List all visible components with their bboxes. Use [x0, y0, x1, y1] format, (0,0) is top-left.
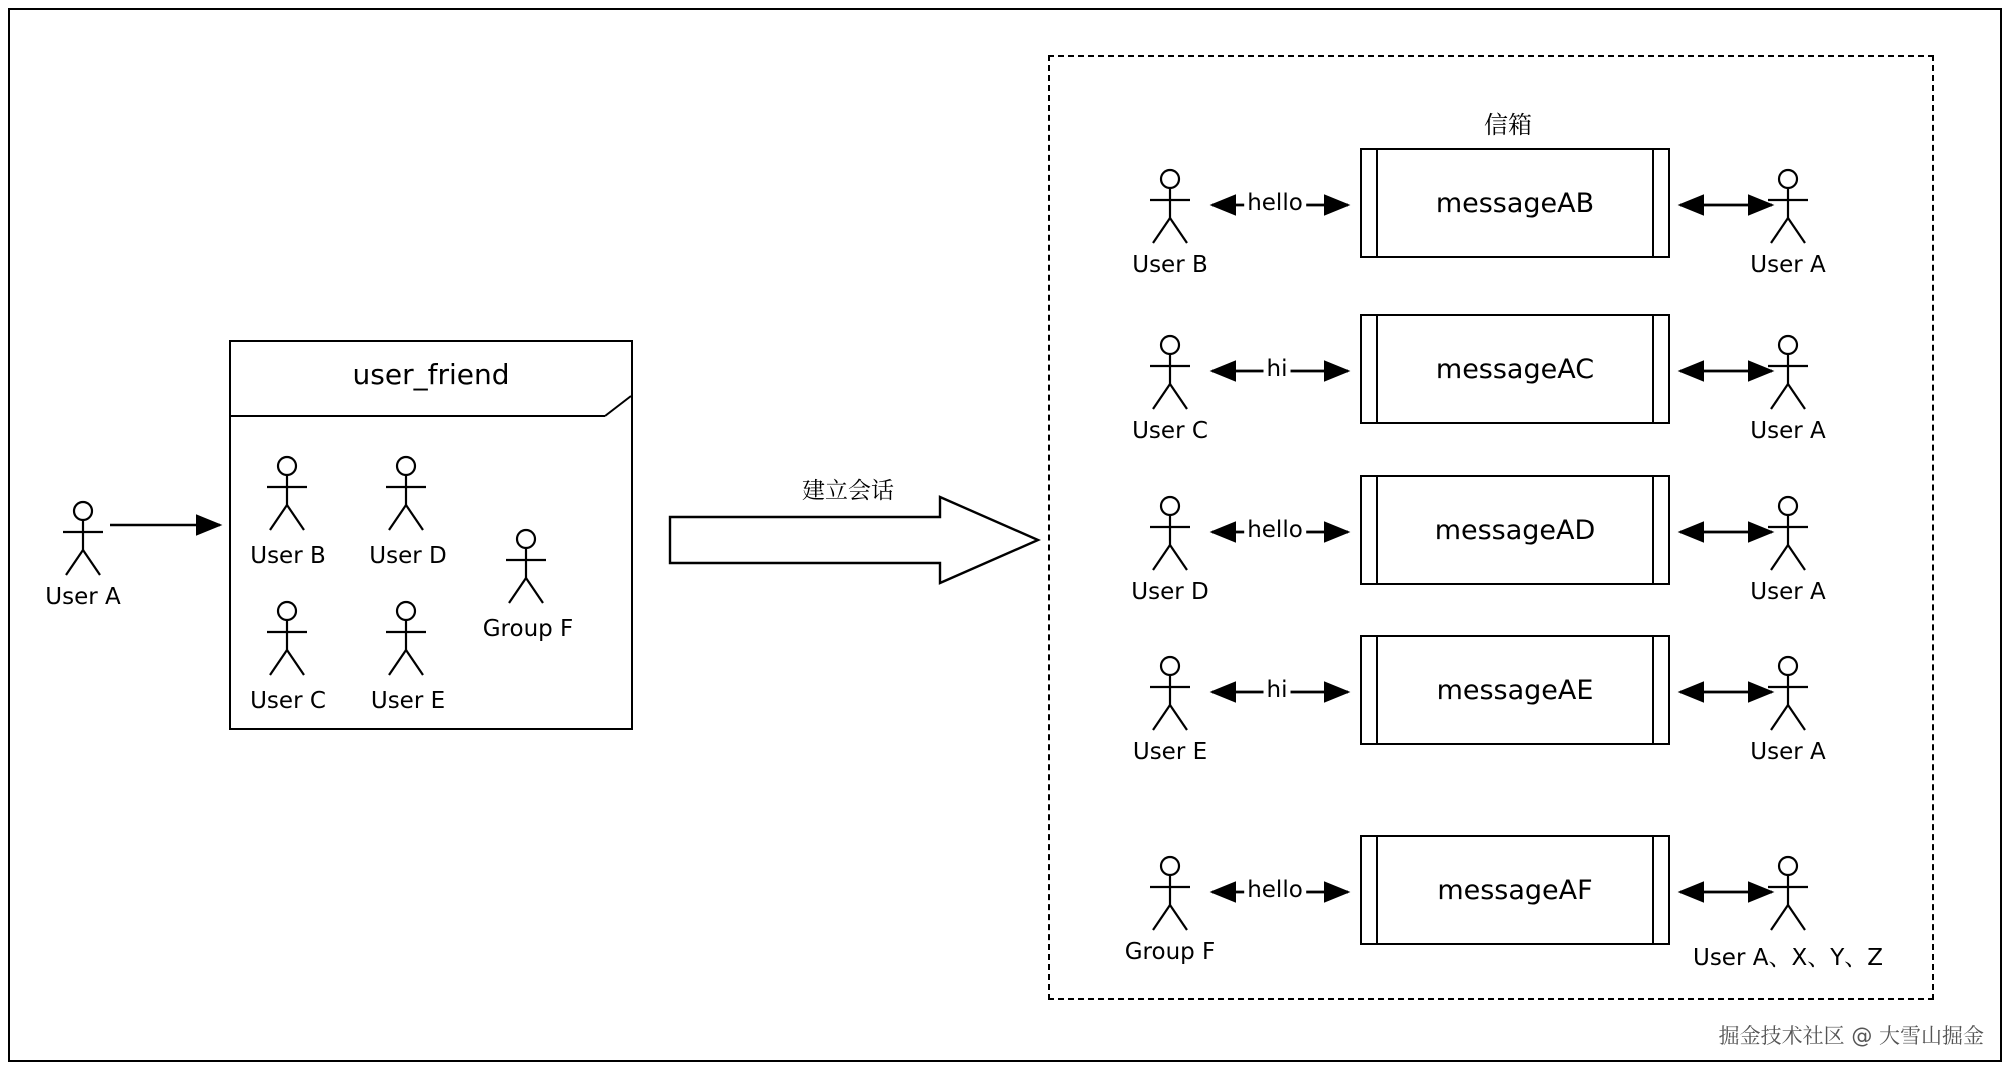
- row2-message-box-label: messageAC: [1435, 353, 1595, 385]
- actor-user-e-member-label: User E: [370, 688, 446, 714]
- arrow-user-a-to-package: [110, 510, 240, 540]
- transition-label: 建立会话: [802, 478, 894, 504]
- row2-right-actor-label: User A: [1750, 418, 1826, 444]
- row5-left-actor: [1142, 855, 1198, 935]
- actor-user-a-source: [55, 500, 111, 580]
- row2-right-actor: [1760, 334, 1816, 414]
- row5-message-box-label: messageAF: [1437, 874, 1593, 906]
- row5-message-box: [1360, 835, 1670, 945]
- row3-right-actor: [1760, 495, 1816, 575]
- row3-box-left-bar: [1376, 477, 1378, 583]
- actor-user-e-member: [378, 600, 434, 680]
- row3-box-right-bar: [1652, 477, 1654, 583]
- watermark: 掘金技术社区 @ 大雪山掘金: [1718, 1024, 1984, 1048]
- row4-right-actor-label: User A: [1750, 739, 1826, 765]
- row5-box-right-bar: [1652, 837, 1654, 943]
- row2-message-box: [1360, 314, 1670, 424]
- row4-box-right-bar: [1652, 637, 1654, 743]
- row5-box-left-bar: [1376, 837, 1378, 943]
- actor-user-c-member: [259, 600, 315, 680]
- actor-group-f-member-label: Group F: [482, 616, 574, 642]
- row5-message-label: hello: [1244, 877, 1306, 903]
- actor-user-a-source-label: User A: [45, 584, 121, 610]
- package-title: user_friend: [352, 358, 510, 391]
- row4-left-actor-label: User E: [1132, 739, 1208, 765]
- actor-user-d-member-label: User D: [369, 543, 447, 569]
- actor-group-f-member: [498, 528, 554, 608]
- block-arrow-transition: [668, 495, 1040, 585]
- row2-left-actor: [1142, 334, 1198, 414]
- actor-user-b-member: [259, 455, 315, 535]
- row1-right-actor-label: User A: [1750, 252, 1826, 278]
- row4-box-left-bar: [1376, 637, 1378, 743]
- row3-right-actor-label: User A: [1750, 579, 1826, 605]
- row5-right-actor: [1760, 855, 1816, 935]
- actor-user-d-member: [378, 455, 434, 535]
- row2-box-left-bar: [1376, 316, 1378, 422]
- row3-message-label: hello: [1244, 517, 1306, 543]
- row2-left-actor-label: User C: [1132, 418, 1208, 444]
- row1-left-actor-label: User B: [1132, 252, 1208, 278]
- actor-user-c-member-label: User C: [250, 688, 326, 714]
- row3-message-box: [1360, 475, 1670, 585]
- row4-message-box-label: messageAE: [1436, 674, 1594, 706]
- row3-message-box-label: messageAD: [1434, 514, 1596, 546]
- row1-message-box: [1360, 148, 1670, 258]
- row1-message-label: hello: [1244, 190, 1306, 216]
- row4-message-label: hi: [1264, 677, 1291, 703]
- row2-box-right-bar: [1652, 316, 1654, 422]
- row5-right-actor-label: User A、X、Y、Z: [1692, 945, 1884, 971]
- row3-left-actor: [1142, 495, 1198, 575]
- row1-message-box-label: messageAB: [1435, 187, 1595, 219]
- row1-box-left-bar: [1376, 150, 1378, 256]
- row1-left-actor: [1142, 168, 1198, 248]
- row4-right-actor: [1760, 655, 1816, 735]
- mailbox-container-title: 信箱: [1484, 111, 1532, 139]
- row1-box-right-bar: [1652, 150, 1654, 256]
- actor-user-b-member-label: User B: [250, 543, 326, 569]
- row3-left-actor-label: User D: [1131, 579, 1209, 605]
- row1-right-actor: [1760, 168, 1816, 248]
- row5-left-actor-label: Group F: [1124, 939, 1216, 965]
- row2-message-label: hi: [1264, 356, 1291, 382]
- row4-message-box: [1360, 635, 1670, 745]
- row4-left-actor: [1142, 655, 1198, 735]
